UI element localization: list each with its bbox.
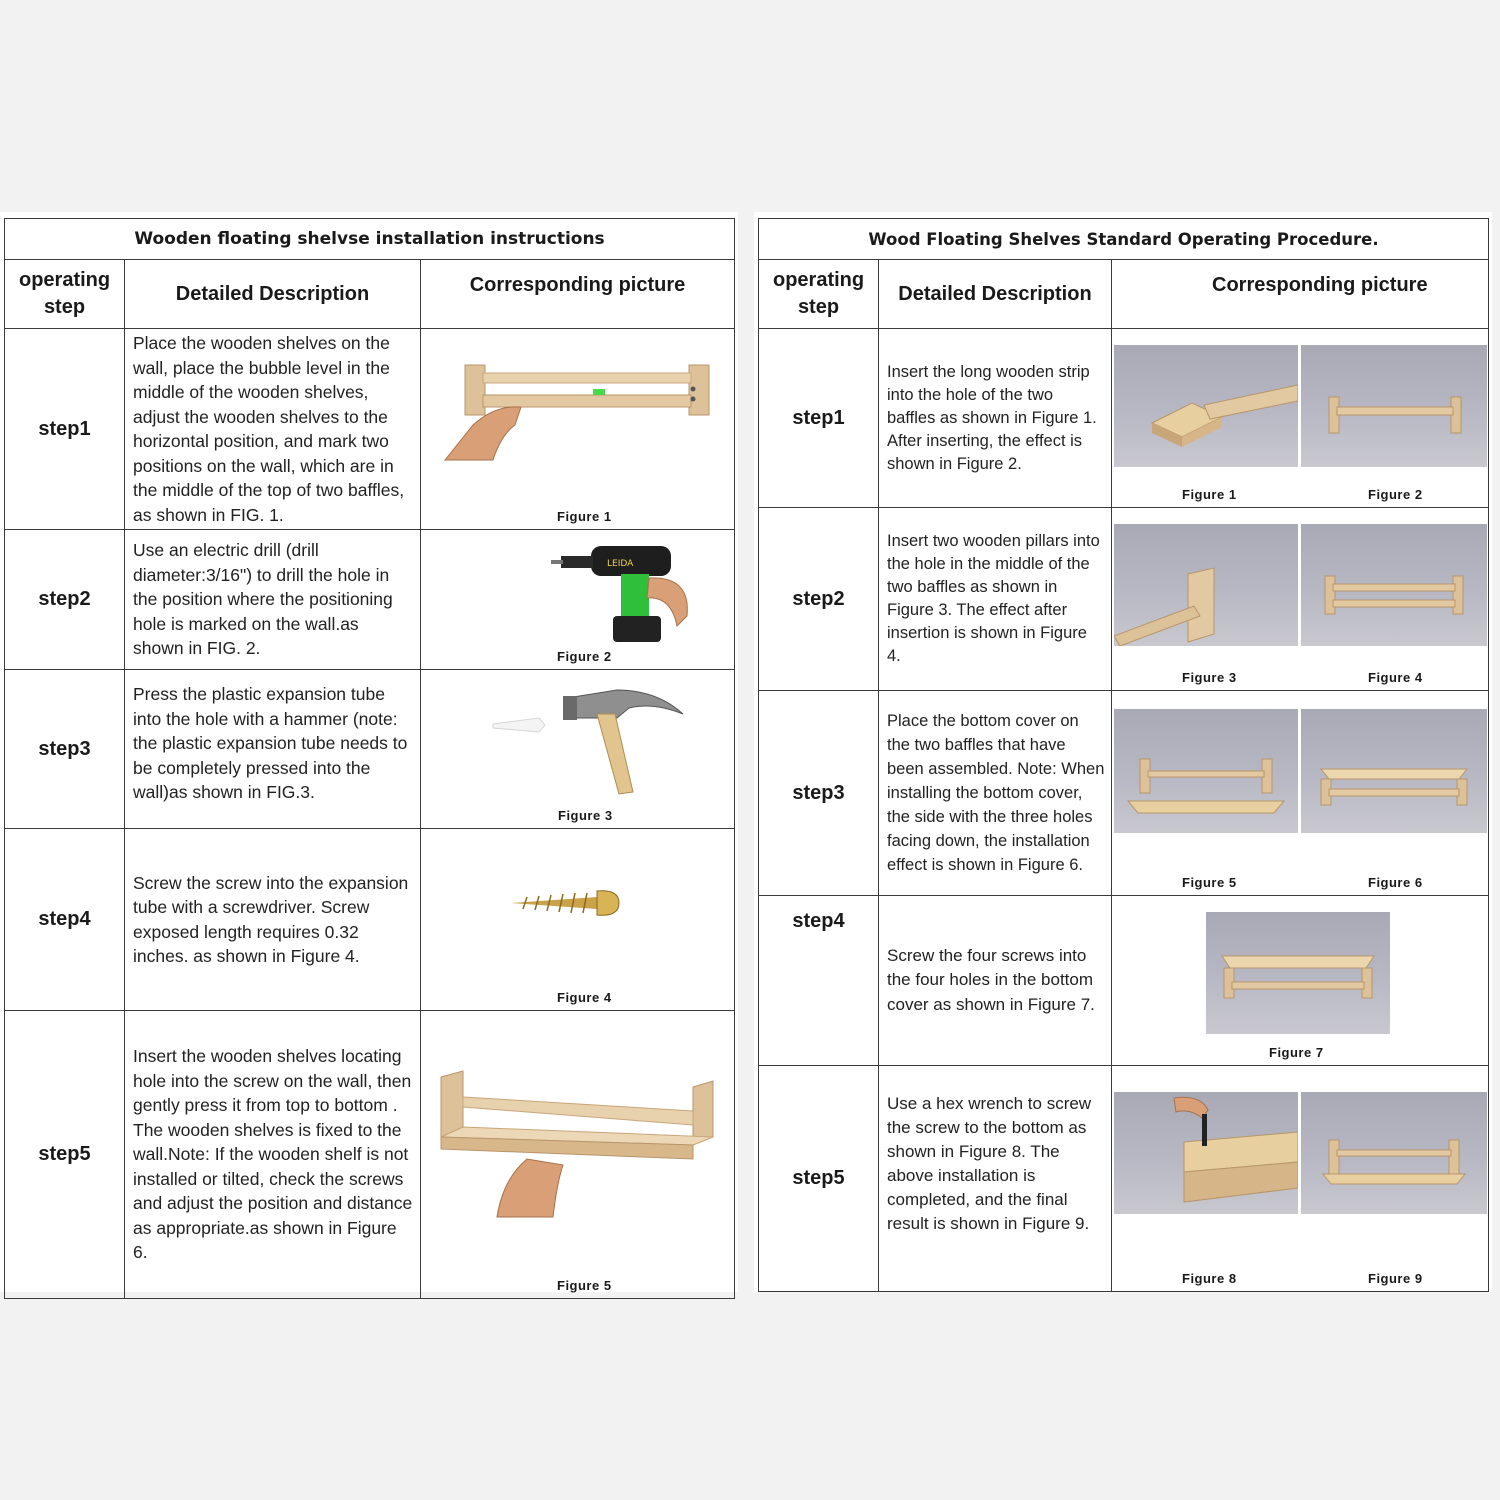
table-row: [759, 329, 1489, 508]
figure-label: Figure 4: [557, 990, 612, 1005]
expansion-tube-icon: [489, 712, 549, 738]
screw-icon: [507, 885, 627, 921]
right-procedure-panel: [754, 212, 1492, 1292]
step-description: Insert the long wooden strip into the hole of the two baffles as shown in Figure 1. After inserting, the effect is shown in Figure 2.: [879, 329, 1112, 508]
step-description: Insert the wooden shelves locating hole into the screw on the wall, then gently press it from top to bottom . The wooden shelves is fixed to the wall.Note: If the wooden shelf is not installed or tilted, check the screws and adjust the position and distance as appropriate.as shown in Figure 6.: [125, 1011, 421, 1299]
header-corresponding-picture: Corresponding picture: [1112, 260, 1489, 329]
hammer-icon: [557, 684, 687, 796]
photo-figure-8: [1114, 1092, 1298, 1214]
figure-label: Figure 9: [1368, 1271, 1423, 1286]
header-corresponding-picture: Corresponding picture: [421, 260, 735, 329]
step-description: Place the wooden shelves on the wall, place the bubble level in the middle of the wooden shelves, adjust the wooden shelves to the horizontal position, and mark two positions on the wall, which are in the middle of the top of two baffles, as shown in FIG. 1.: [125, 329, 421, 530]
final-shelf-icon: [1301, 1092, 1487, 1214]
table-title: Wood Floating Shelves Standard Operating Procedure.: [759, 219, 1489, 260]
step-description: Insert two wooden pillars into the hole in the middle of the two baffles as shown in Figure 3. The effect after insertion is shown in Figure 4.: [879, 508, 1112, 691]
figure-cell: [1112, 329, 1489, 508]
hex-wrench-icon: [1114, 1092, 1298, 1214]
step-label: step1: [759, 329, 879, 508]
figure-label: Figure 5: [1182, 875, 1237, 890]
photo-figure-7: [1206, 912, 1390, 1034]
figure-cell: [1112, 508, 1489, 691]
photo-figure-3: [1114, 524, 1298, 646]
step-label: step4: [759, 896, 879, 1066]
shelf-with-level-icon: [443, 355, 723, 475]
figure-cell: [421, 530, 735, 670]
table-title: Wooden floating shelvse installation instructions: [5, 219, 735, 260]
table-row: [759, 508, 1489, 691]
photo-figure-5: [1114, 709, 1298, 833]
header-operating-step: operating step: [759, 260, 879, 329]
figure-cell: [421, 329, 735, 530]
figure-cell: [1112, 1066, 1489, 1292]
figure-label: Figure 4: [1368, 670, 1423, 685]
photo-figure-4: [1301, 524, 1487, 646]
figure-label: Figure 8: [1182, 1271, 1237, 1286]
right-procedure-table: [758, 218, 1489, 1292]
left-instructions-table: [4, 218, 735, 1299]
figure-label: Figure 2: [557, 649, 612, 664]
step-label: step4: [5, 829, 125, 1011]
table-row: [5, 1011, 735, 1299]
table-row: [5, 530, 735, 670]
table-row: [759, 691, 1489, 896]
header-detailed-description: Detailed Description: [879, 260, 1112, 329]
step-description: Use a hex wrench to screw the screw to the bottom as shown in Figure 8. The above installation is completed, and the final result is shown in Figure 9.: [879, 1066, 1112, 1292]
step-description: Place the bottom cover on the two baffles that have been assembled. Note: When installing the bottom cover, the side with the three holes facing down, the installation effect is shown in Figure 6.: [879, 691, 1112, 896]
header-detailed-description: Detailed Description: [125, 260, 421, 329]
figure-label: Figure 6: [1368, 875, 1423, 890]
figure-cell: [1112, 896, 1489, 1066]
table-row: [5, 670, 735, 829]
figure-cell: [421, 829, 735, 1011]
figure-label: Figure 3: [1182, 670, 1237, 685]
figure-label: Figure 1: [1182, 487, 1237, 502]
frame-with-pillars-icon: [1301, 524, 1487, 646]
figure-label: Figure 1: [557, 509, 612, 524]
step-label: step2: [5, 530, 125, 670]
photo-figure-1: [1114, 345, 1298, 467]
step-label: step3: [5, 670, 125, 829]
photo-figure-6: [1301, 709, 1487, 833]
photo-figure-9: [1301, 1092, 1487, 1214]
table-row: [759, 896, 1489, 1066]
drill-brand-text: LEIDA: [607, 559, 634, 569]
step-label: step5: [759, 1066, 879, 1292]
shelf-in-hand-icon: [437, 1067, 721, 1227]
baffles-with-strip-icon: [1301, 345, 1487, 467]
step-description: Screw the four screws into the four holes in the bottom cover as shown in Figure 7.: [879, 896, 1112, 1066]
figure-label: Figure 5: [557, 1278, 612, 1293]
step-label: step3: [759, 691, 879, 896]
electric-drill-icon: [551, 536, 701, 646]
step-label: step1: [5, 329, 125, 530]
baffle-with-strip-icon: [1114, 345, 1298, 467]
step-label: step2: [759, 508, 879, 691]
table-row: [5, 829, 735, 1011]
assembled-shelf-icon: [1206, 912, 1390, 1034]
left-instructions-panel: [0, 212, 738, 1292]
figure-label: Figure 7: [1269, 1045, 1324, 1060]
figure-label: Figure 2: [1368, 487, 1423, 502]
assembled-shelf-icon: [1301, 709, 1487, 833]
frame-with-bottom-cover-icon: [1114, 709, 1298, 833]
photo-figure-2: [1301, 345, 1487, 467]
baffle-with-pillar-icon: [1114, 524, 1298, 646]
step-description: Screw the screw into the expansion tube with a screwdriver. Screw exposed length requires 0.32 inches. as shown in Figure 4.: [125, 829, 421, 1011]
step-label: step5: [5, 1011, 125, 1299]
step-description: Use an electric drill (drill diameter:3/16") to drill the hole in the position where the positioning hole is marked on the wall.as shown in FIG. 2.: [125, 530, 421, 670]
figure-cell: [421, 1011, 735, 1299]
step-description: Press the plastic expansion tube into the hole with a hammer (note: the plastic expansion tube needs to be completely pressed into the wall)as shown in FIG.3.: [125, 670, 421, 829]
table-row: [759, 1066, 1489, 1292]
figure-cell: [1112, 691, 1489, 896]
table-row: [5, 329, 735, 530]
figure-cell: [421, 670, 735, 829]
header-operating-step: operating step: [5, 260, 125, 329]
figure-label: Figure 3: [558, 808, 613, 823]
